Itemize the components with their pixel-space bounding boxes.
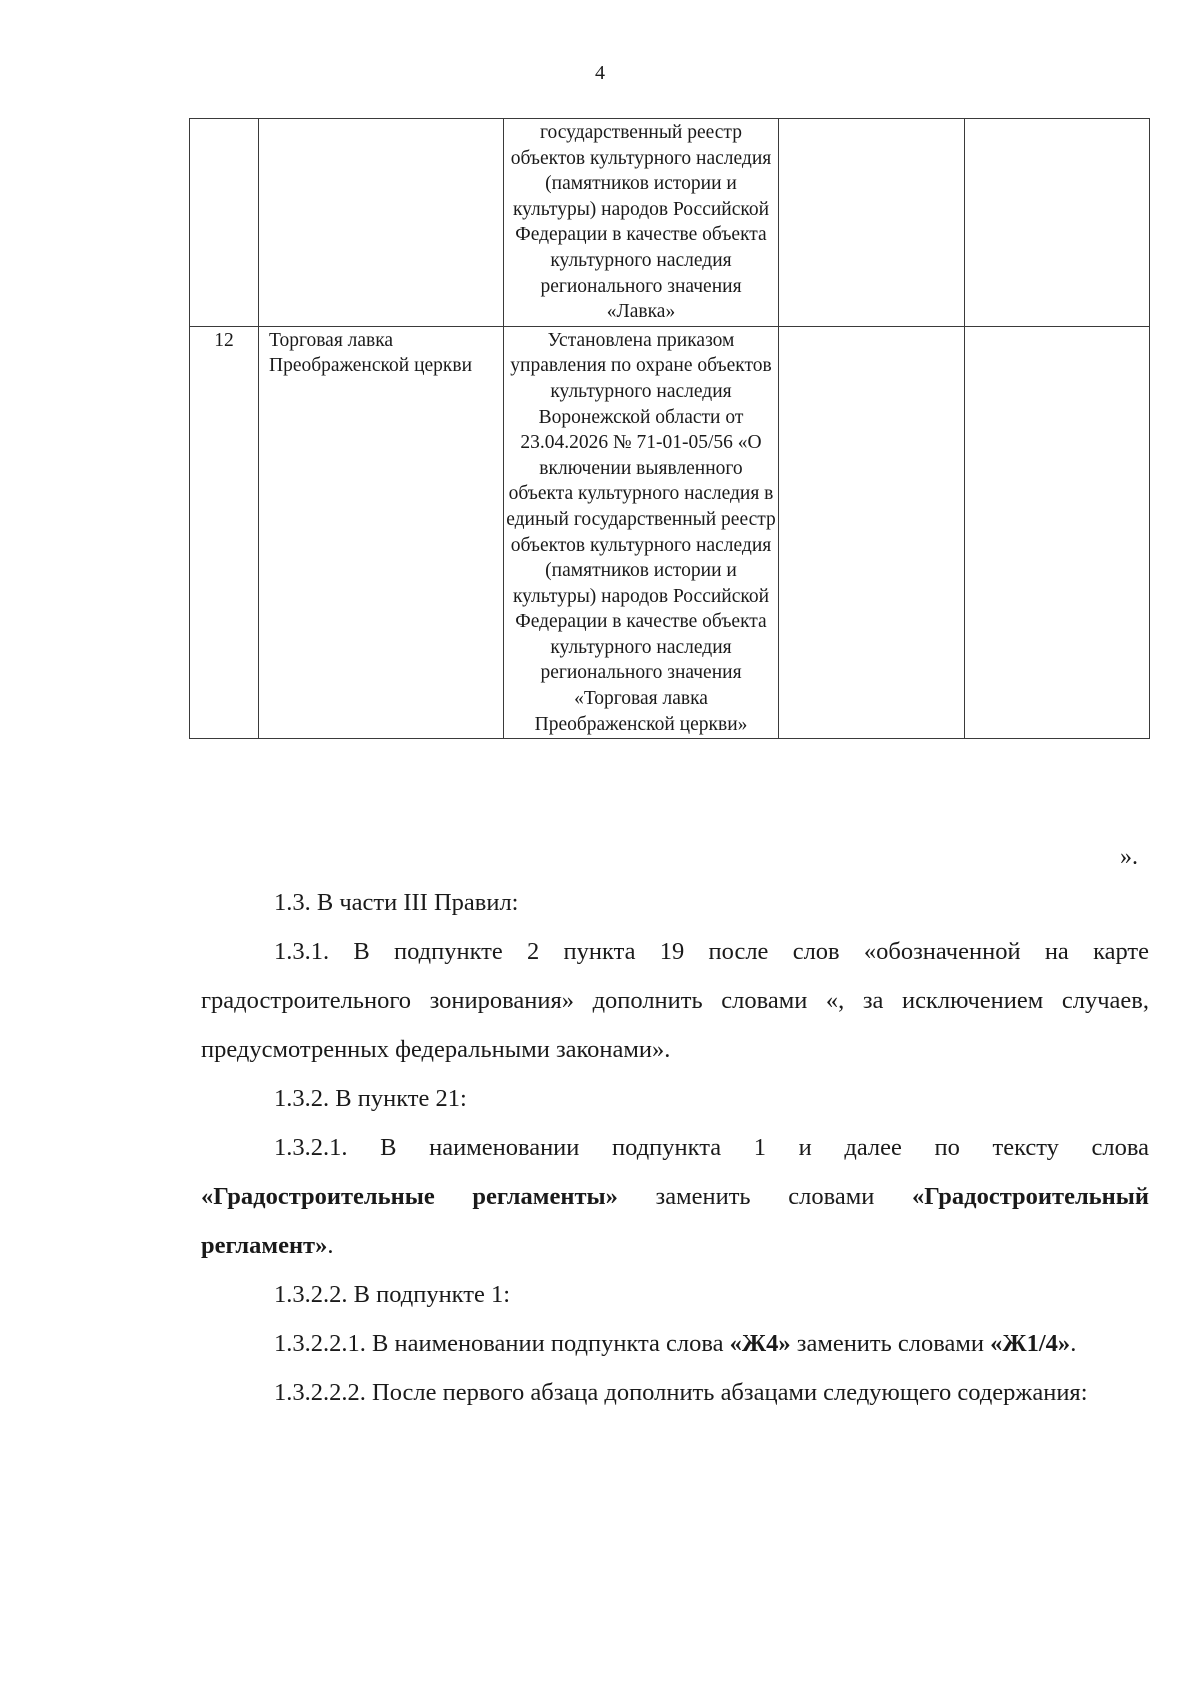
basis-cell: государственный реестр объектов культурного наследия (памятников истории и культуры) народов Российской Федерации в качестве объекта культурного наследия регионального значения «Лавка» xyxy=(504,119,779,327)
bold-old-phrase: «Градостроительные регламенты» xyxy=(201,1183,618,1210)
closing-quote: ». xyxy=(1120,844,1138,870)
empty-cell xyxy=(965,326,1150,739)
row-number-cell xyxy=(190,119,259,327)
paragraph-1-3-2: 1.3.2. В пункте 21: xyxy=(274,1085,467,1112)
bold-new-phrase: «Ж1/4» xyxy=(990,1330,1071,1357)
page-number: 4 xyxy=(595,62,605,84)
paragraph-1-3: 1.3. В части III Правил: xyxy=(274,889,519,916)
table-row xyxy=(190,119,1150,327)
paragraph-mid: заменить словами xyxy=(790,1330,991,1357)
paragraph-lead: 1.3.2.1. В наименовании подпункта 1 и далее по тексту слова xyxy=(274,1134,1149,1161)
object-name-cell xyxy=(259,119,504,327)
paragraph-tail: . xyxy=(1070,1330,1077,1357)
document-body xyxy=(201,878,1149,1417)
paragraph-1-3-2-1 xyxy=(201,1123,1149,1270)
bold-new-phrase: «Градостроительный регламент» xyxy=(201,1183,1150,1259)
paragraph-1-3-2-2-1 xyxy=(201,1319,1149,1368)
paragraph-1-3-2-2: 1.3.2.2. В подпункте 1: xyxy=(274,1281,511,1308)
paragraph-1-3-1: 1.3.1. В подпункте 2 пункта 19 после слов «обозначенной на карте градостроительного зонирования» дополнить словами «, за исключением случаев, предусмотренных федеральными законами». xyxy=(201,938,1149,1063)
empty-cell xyxy=(965,119,1150,327)
empty-cell xyxy=(779,326,965,739)
object-name-cell: Торговая лавка Преображенской церкви xyxy=(259,326,504,739)
paragraph-tail: . xyxy=(327,1232,334,1259)
bold-old-phrase: «Ж4» xyxy=(729,1330,791,1357)
basis-cell: Установлена приказом управления по охране объектов культурного наследия Воронежской области от 23.04.2026 № 71-01-05/56 «О включении выявленного объекта культурного наследия в единый государственный реестр объектов культурного наследия (памятников истории и культуры) народов Российской Федерации в качестве объекта культурного наследия регионального значения «Торговая лавка Преображенской церкви» xyxy=(504,326,779,739)
heritage-objects-table xyxy=(189,118,1150,739)
paragraph-1-3-2-2-2: 1.3.2.2.2. После первого абзаца дополнить абзацами следующего содержания: xyxy=(274,1379,1088,1406)
paragraph-lead: 1.3.2.2.1. В наименовании подпункта слова xyxy=(274,1330,730,1357)
empty-cell xyxy=(779,119,965,327)
paragraph-mid: заменить словами xyxy=(617,1183,913,1210)
row-number-cell: 12 xyxy=(190,326,259,739)
table-row xyxy=(190,326,1150,739)
